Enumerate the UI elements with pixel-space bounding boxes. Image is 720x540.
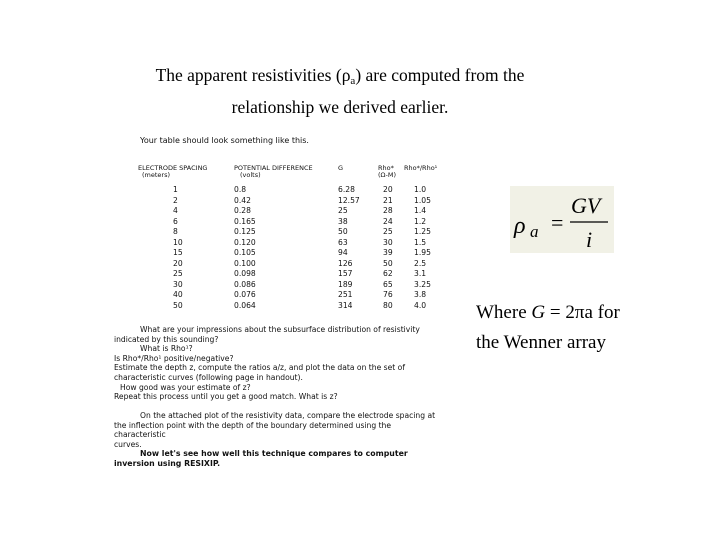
col-potential-header bbox=[234, 165, 313, 185]
g-cell: 12.57 bbox=[338, 195, 360, 205]
formula-rho-sub: a bbox=[530, 222, 539, 241]
where-pi: π bbox=[574, 302, 585, 323]
ratio-cell: 3.1 bbox=[414, 269, 427, 278]
ratio-cells bbox=[404, 185, 437, 311]
computer-inversion-note bbox=[114, 449, 436, 468]
question-line-1: What are your impressions about the subsurface distribution of resistivity bbox=[140, 325, 420, 334]
g-cell: 314 bbox=[338, 300, 353, 310]
bold-note-line-2: inversion using RESIXIP. bbox=[114, 458, 221, 468]
spacing-cell: 40 bbox=[173, 290, 183, 299]
g-cell: 50 bbox=[338, 227, 348, 236]
col-spacing-header-1: ELECTRODE SPACING bbox=[138, 164, 208, 172]
where-line-1 bbox=[476, 298, 620, 328]
title-line-2: relationship we derived earlier. bbox=[231, 97, 449, 117]
spacing-cell: 15 bbox=[173, 248, 183, 257]
formula-svg bbox=[510, 186, 614, 253]
instruction-paragraph bbox=[114, 411, 436, 449]
col-g-header-1: G bbox=[338, 164, 344, 172]
ratio-cell: 1.25 bbox=[414, 227, 431, 236]
g-cell: 126 bbox=[338, 258, 353, 268]
formula-rho: ρ bbox=[514, 213, 526, 239]
title-text-before: The apparent resistivities ( bbox=[155, 65, 342, 85]
rho-cell: 20 bbox=[383, 185, 393, 194]
spacing-cell: 20 bbox=[173, 258, 183, 268]
spacing-cells bbox=[138, 185, 207, 311]
question-line-2: indicated by this sounding? bbox=[114, 334, 219, 344]
rho-cell: 28 bbox=[383, 206, 393, 215]
col-spacing-header-2: (meters) bbox=[142, 171, 171, 180]
col-g-header bbox=[338, 165, 360, 185]
col-rho bbox=[378, 165, 396, 311]
ratio-cell: 1.95 bbox=[414, 248, 431, 257]
potential-cell: 0.165 bbox=[234, 216, 256, 226]
potential-cell: 0.125 bbox=[234, 227, 256, 236]
where-prefix: Where bbox=[476, 302, 532, 323]
col-rho-header-2: (Ω-M) bbox=[378, 171, 396, 180]
g-cell: 157 bbox=[338, 269, 353, 278]
rho-cell: 76 bbox=[383, 290, 393, 299]
col-potential-header-1: POTENTIAL DIFFERENCE bbox=[234, 164, 313, 172]
rho-cell: 21 bbox=[383, 195, 393, 205]
potential-cell: 0.120 bbox=[234, 237, 256, 247]
potential-cell: 0.100 bbox=[234, 258, 256, 268]
spacing-cell: 50 bbox=[173, 300, 183, 310]
bold-note-line-1: Now let's see how well this technique compares to computer bbox=[140, 449, 408, 458]
rho-cell: 30 bbox=[383, 237, 393, 247]
rho-subscript: a bbox=[350, 75, 356, 87]
col-rho-header-1: Rho* bbox=[378, 164, 394, 172]
title-text-after: ) are computed from the bbox=[355, 65, 525, 85]
paragraph-line-1: On the attached plot of the resistivity data, compare the electrode spacing at bbox=[140, 411, 436, 420]
rho-cell: 39 bbox=[383, 248, 393, 257]
potential-cell: 0.105 bbox=[234, 248, 256, 257]
slide-title bbox=[40, 62, 640, 120]
ratio-cell: 1.4 bbox=[414, 206, 427, 215]
g-cell: 251 bbox=[338, 290, 353, 299]
ratio-cell: 2.5 bbox=[414, 258, 427, 268]
col-rho-header bbox=[378, 165, 396, 185]
potential-cells bbox=[234, 185, 313, 311]
potential-cell: 0.42 bbox=[234, 195, 251, 205]
rho-cell: 62 bbox=[383, 269, 393, 278]
where-mid: = 2 bbox=[545, 302, 575, 323]
potential-cell: 0.076 bbox=[234, 290, 256, 299]
rho-cell: 80 bbox=[383, 300, 393, 310]
question-line-5: Estimate the depth z, compute the ratios a/z, and plot the data on the set of bbox=[114, 363, 406, 373]
ratio-cell: 1.0 bbox=[414, 185, 427, 194]
formula-equals: = bbox=[551, 210, 564, 235]
spacing-cell: 25 bbox=[173, 269, 183, 278]
ratio-cell: 4.0 bbox=[414, 300, 427, 310]
col-g bbox=[338, 165, 360, 311]
col-ratio-header-1: Rho*/Rho¹ bbox=[404, 164, 438, 172]
g-cell: 38 bbox=[338, 216, 348, 226]
question-line-7: How good was your estimate of z? bbox=[120, 382, 251, 392]
potential-cell: 0.064 bbox=[234, 300, 256, 310]
ratio-cell: 1.5 bbox=[414, 237, 427, 247]
spacing-cell: 10 bbox=[173, 237, 183, 247]
where-line-2: the Wenner array bbox=[476, 332, 606, 353]
rho-cell: 50 bbox=[383, 258, 393, 268]
ratio-cell: 1.05 bbox=[414, 195, 431, 205]
col-potential bbox=[234, 165, 313, 311]
g-cell: 25 bbox=[338, 206, 348, 215]
question-line-6: characteristic curves (following page in handout). bbox=[114, 372, 303, 382]
ratio-cell: 1.2 bbox=[414, 216, 427, 226]
g-cell: 94 bbox=[338, 248, 348, 257]
rho-cells bbox=[378, 185, 396, 311]
g-cell: 63 bbox=[338, 237, 348, 247]
questions-block bbox=[114, 325, 436, 402]
paragraph-line-2: the inflection point with the depth of the boundary determined using the characteristic bbox=[114, 420, 392, 440]
question-line-3: What is Rho¹? bbox=[140, 344, 193, 354]
title-line-1 bbox=[40, 62, 640, 94]
where-var-g: G bbox=[531, 302, 546, 323]
question-line-8: Repeat this process until you get a good match. What is z? bbox=[114, 392, 338, 402]
g-cells bbox=[338, 185, 360, 311]
spacing-cell: 1 bbox=[173, 185, 178, 194]
formula-numerator: GV bbox=[571, 193, 601, 218]
col-potential-header-2: (volts) bbox=[240, 171, 261, 180]
rho-symbol: ρ bbox=[341, 65, 351, 85]
where-suffix: a for bbox=[584, 302, 620, 323]
spacing-cell: 4 bbox=[173, 206, 178, 215]
rho-cell: 65 bbox=[383, 279, 393, 289]
where-note bbox=[476, 298, 620, 358]
rho-cell: 25 bbox=[383, 227, 393, 236]
potential-cell: 0.28 bbox=[234, 206, 251, 215]
scan-intro: Your table should look something like this. bbox=[140, 136, 309, 145]
potential-cell: 0.098 bbox=[234, 269, 256, 278]
col-ratio-header bbox=[404, 165, 437, 185]
potential-cell: 0.086 bbox=[234, 279, 256, 289]
spacing-cell: 6 bbox=[173, 216, 178, 226]
g-cell: 6.28 bbox=[338, 185, 355, 194]
spacing-cell: 8 bbox=[173, 227, 178, 236]
ratio-cell: 3.25 bbox=[414, 279, 431, 289]
ratio-cell: 3.8 bbox=[414, 290, 427, 299]
rho-cell: 24 bbox=[383, 216, 393, 226]
paragraph-line-3: curves. bbox=[114, 439, 142, 449]
potential-cell: 0.8 bbox=[234, 185, 247, 194]
spacing-cell: 30 bbox=[173, 279, 183, 289]
col-spacing bbox=[138, 165, 207, 311]
formula-denominator: i bbox=[586, 227, 593, 252]
g-cell: 189 bbox=[338, 279, 353, 289]
question-line-4: Is Rho*/Rho¹ positive/negative? bbox=[114, 353, 234, 363]
col-ratio bbox=[404, 165, 437, 311]
col-spacing-header bbox=[138, 165, 207, 185]
formula-box bbox=[510, 186, 614, 253]
spacing-cell: 2 bbox=[173, 195, 178, 205]
